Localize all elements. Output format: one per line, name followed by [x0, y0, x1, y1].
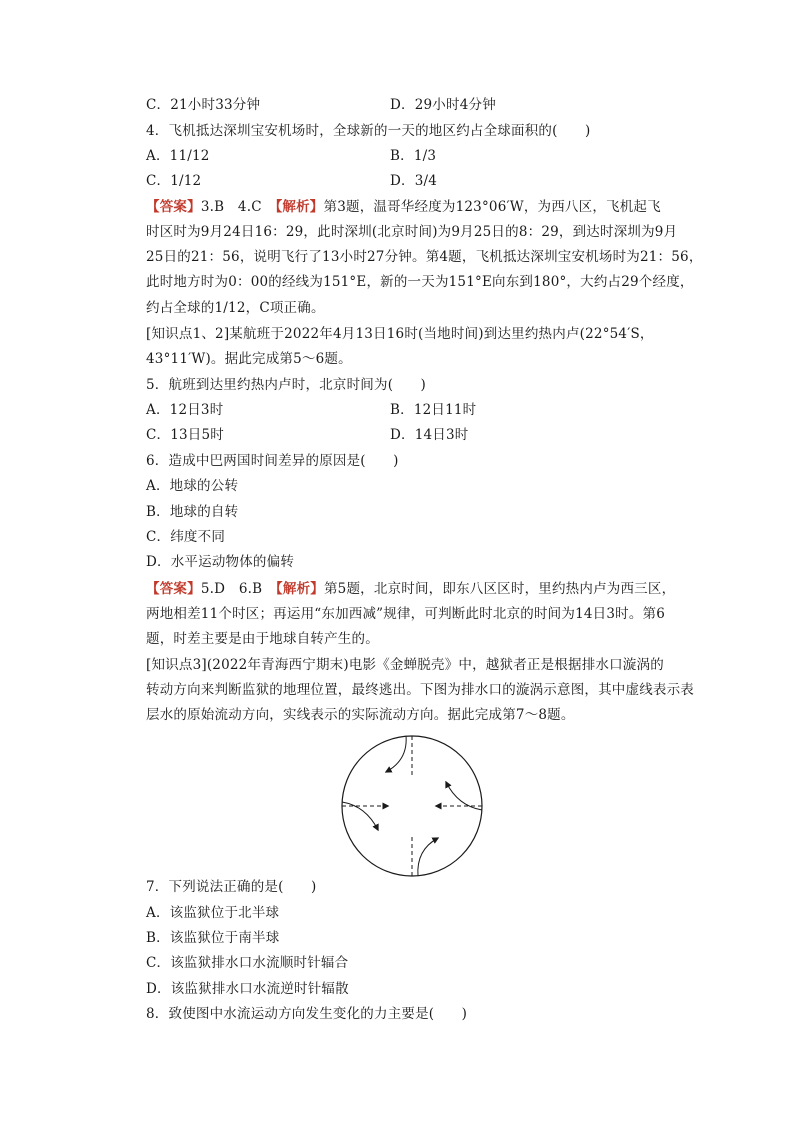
- q7-option-a: A．该监狱位于北半球: [146, 905, 280, 921]
- q7-option-b: B．该监狱位于南半球: [146, 930, 280, 946]
- drain-vortex-diagram: [338, 732, 486, 880]
- q5-stem: 5．航班到达里约热内卢时，北京时间为( ): [146, 377, 427, 393]
- analysis-line: 此时地方时为0：00的经线为151°E，新的一天为151°E向东到180°，大约占29个经度，: [146, 274, 694, 290]
- q6-option-d: D．水平运动物体的偏转: [146, 554, 295, 570]
- answer-block-5-6: [146, 580, 675, 598]
- knowledge-point-intro: 转动方向来判断监狱的地理位置，最终逃出。下图为排水口的漩涡示意图，其中虚线表示表: [146, 682, 694, 698]
- q4-option-c: C．1/12: [146, 173, 202, 189]
- q7-stem: 7．下列说法正确的是( ): [146, 879, 317, 895]
- q3-option-c: C．21小时33分钟: [146, 97, 261, 113]
- analysis-text: 第3题，温哥华经度为123°06′W，为西八区，飞机起飞: [323, 199, 661, 215]
- q6-option-c: C．纬度不同: [146, 529, 226, 545]
- solid-flow-bottom: [418, 838, 438, 876]
- analysis-tag: 【解析】: [275, 199, 324, 215]
- q3-option-d: D．29小时4分钟: [390, 97, 496, 113]
- q7-option-c: C．该监狱排水口水流顺时针辐合: [146, 955, 349, 971]
- knowledge-point-intro: 层水的原始流动方向，实线表示的实际流动方向。据此完成第7～8题。: [146, 707, 575, 723]
- analysis-line: 两地相差11个时区；再运用“东加西减”规律，可判断此时北京的时间为14日3时。第6: [146, 606, 666, 622]
- q8-stem: 8．致使图中水流运动方向发生变化的力主要是( ): [146, 1006, 468, 1022]
- q5-option-b: B．12日11时: [390, 402, 477, 418]
- answer-tag: 【答案】: [146, 581, 201, 597]
- q5-option-d: D．14日3时: [390, 427, 469, 443]
- solid-flow-top: [386, 736, 406, 772]
- analysis-line: 时区时为9月24日16：29，此时深圳(北京时间)为9月25日的8：29，到达时深圳为9月: [146, 224, 678, 240]
- q4-option-d: D．3/4: [390, 173, 438, 189]
- knowledge-point-intro: [知识点1、2]某航班于2022年4月13日16时(当地时间)到达里约热内卢(22°54′S，: [146, 326, 654, 342]
- q4-option-b: B．1/3: [390, 148, 437, 164]
- answer-block-3-4: [146, 198, 661, 216]
- q4-stem: 4．飞机抵达深圳宝安机场时，全球新的一天的地区约占全球面积的( ): [146, 123, 591, 139]
- analysis-line: 25日的21：56，说明飞行了13小时27分钟。第4题，飞机抵达深圳宝安机场时为21：56，: [146, 249, 703, 265]
- answer-values: 3.B 4.C: [200, 199, 276, 215]
- knowledge-point-intro: 43°11′W)。据此完成第5～6题。: [146, 351, 352, 367]
- q5-option-c: C．13日5时: [146, 427, 224, 443]
- answer-tag: 【答案】: [146, 199, 201, 215]
- q5-option-a: A．12日3时: [146, 402, 224, 418]
- analysis-line: 题，时差主要是由于地球自转产生的。: [146, 631, 379, 647]
- knowledge-point-intro: [知识点3](2022年青海西宁期末)电影《金蝉脱壳》中，越狱者正是根据排水口漩涡的: [146, 657, 664, 673]
- analysis-line: 约占全球的1/12，C项正确。: [146, 300, 325, 316]
- q4-option-a: A．11/12: [146, 148, 210, 164]
- answer-values: 5.D 6.B: [200, 581, 276, 597]
- q6-option-b: B．地球的自转: [146, 504, 239, 520]
- q6-option-a: A．地球的公转: [146, 478, 239, 494]
- q6-stem: 6．造成中巴两国时间差异的原因是( ): [146, 453, 399, 469]
- analysis-text: 第5题，北京时间，即东八区区时，里约热内卢为西三区，: [323, 581, 676, 597]
- q7-option-d: D．该监狱排水口水流逆时针辐散: [146, 981, 349, 997]
- analysis-tag: 【解析】: [275, 581, 324, 597]
